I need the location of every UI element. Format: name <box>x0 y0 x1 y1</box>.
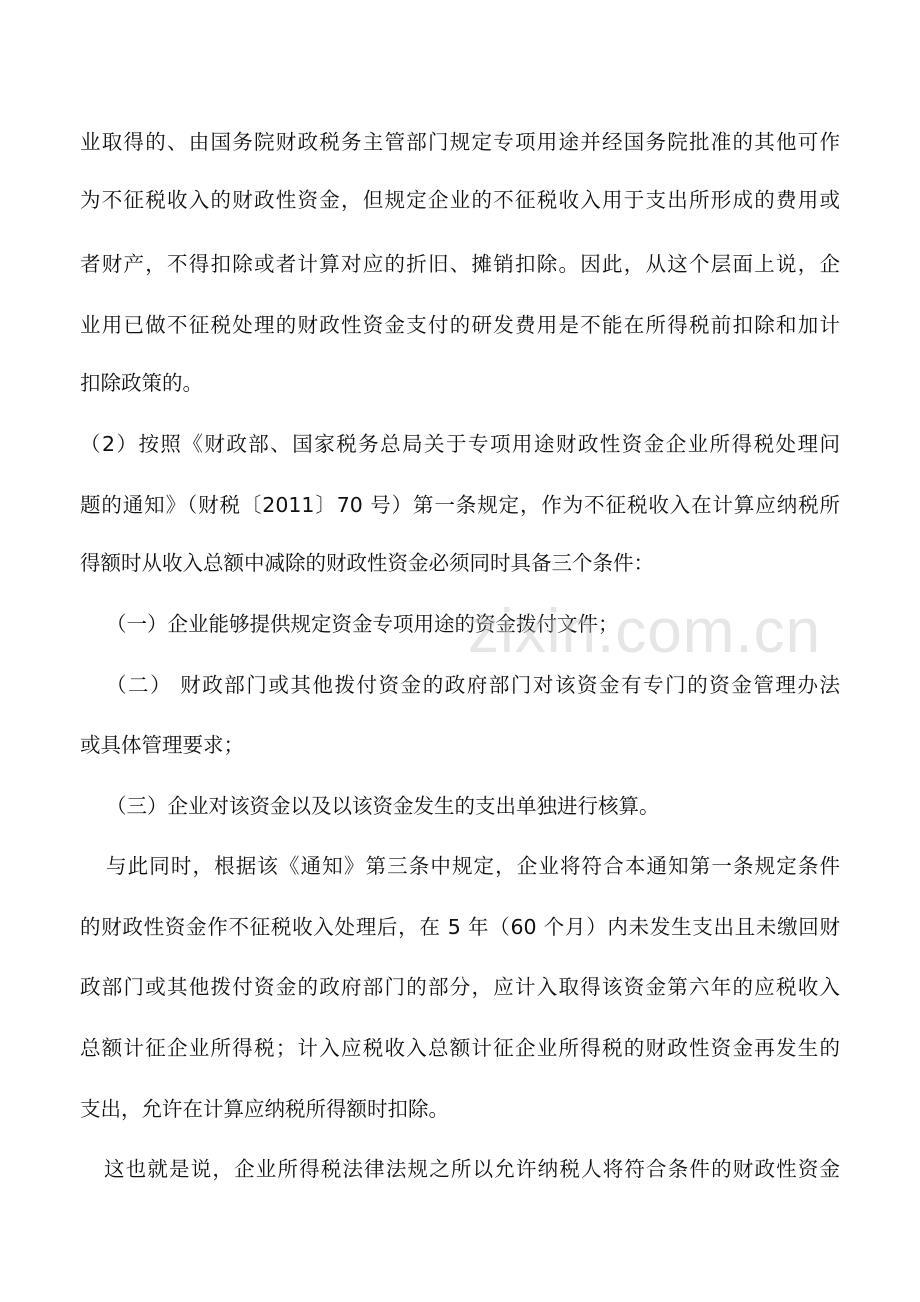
text-line: 题的通知》（财税〔2011〕70 号）第一条规定，作为不征税收入在计算应纳税所 <box>80 493 840 517</box>
text-line: 总额计征企业所得税；计入应税收入总额计征企业所得税的财政性资金再发生的 <box>80 1036 840 1060</box>
text-line: （2）按照《财政部、国家税务总局关于专项用途财政性资金企业所得税处理问 <box>80 432 840 456</box>
text-line: 与此同时，根据该《通知》第三条中规定，企业将符合本通知第一条规定条件 <box>106 854 840 878</box>
text-line: 业用已做不征税处理的财政性资金支付的研发费用是不能在所得税前扣除和加计 <box>80 313 840 337</box>
text-line: 得额时从收入总额中减除的财政性资金必须同时具备三个条件： <box>80 551 654 575</box>
text-line: 的财政性资金作不征税收入处理后，在 5 年（60 个月）内未发生支出且未缴回财 <box>80 915 840 939</box>
text-line: 政部门或其他拨付资金的政府部门的部分，应计入取得该资金第六年的应税收入 <box>80 975 840 999</box>
text-line: 这也就是说，企业所得税法律法规之所以允许纳税人将符合条件的财政性资金 <box>104 1157 840 1181</box>
text-line: 扣除政策的。 <box>80 371 203 395</box>
text-line: 为不征税收入的财政性资金，但规定企业的不征税收入用于支出所形成的费用或 <box>80 188 840 212</box>
text-line: 业取得的、由国务院财政税务主管部门规定专项用途并经国务院批准的其他可作 <box>80 130 840 154</box>
list-item: （一）企业能够提供规定资金专项用途的资金拨付文件； <box>106 612 619 636</box>
text-line: 或具体管理要求； <box>80 733 244 757</box>
list-item: （三）企业对该资金以及以该资金发生的支出单独进行核算。 <box>106 794 660 818</box>
list-item: （二） 财政部门或其他拨付资金的政府部门对该资金有专门的资金管理办法 <box>106 673 840 697</box>
text-line: 支出，允许在计算应纳税所得额时扣除。 <box>80 1097 449 1121</box>
watermark: zixin.com.cn <box>468 597 822 666</box>
text-line: 者财产，不得扣除或者计算对应的折旧、摊销扣除。因此，从这个层面上说，企 <box>80 252 840 276</box>
